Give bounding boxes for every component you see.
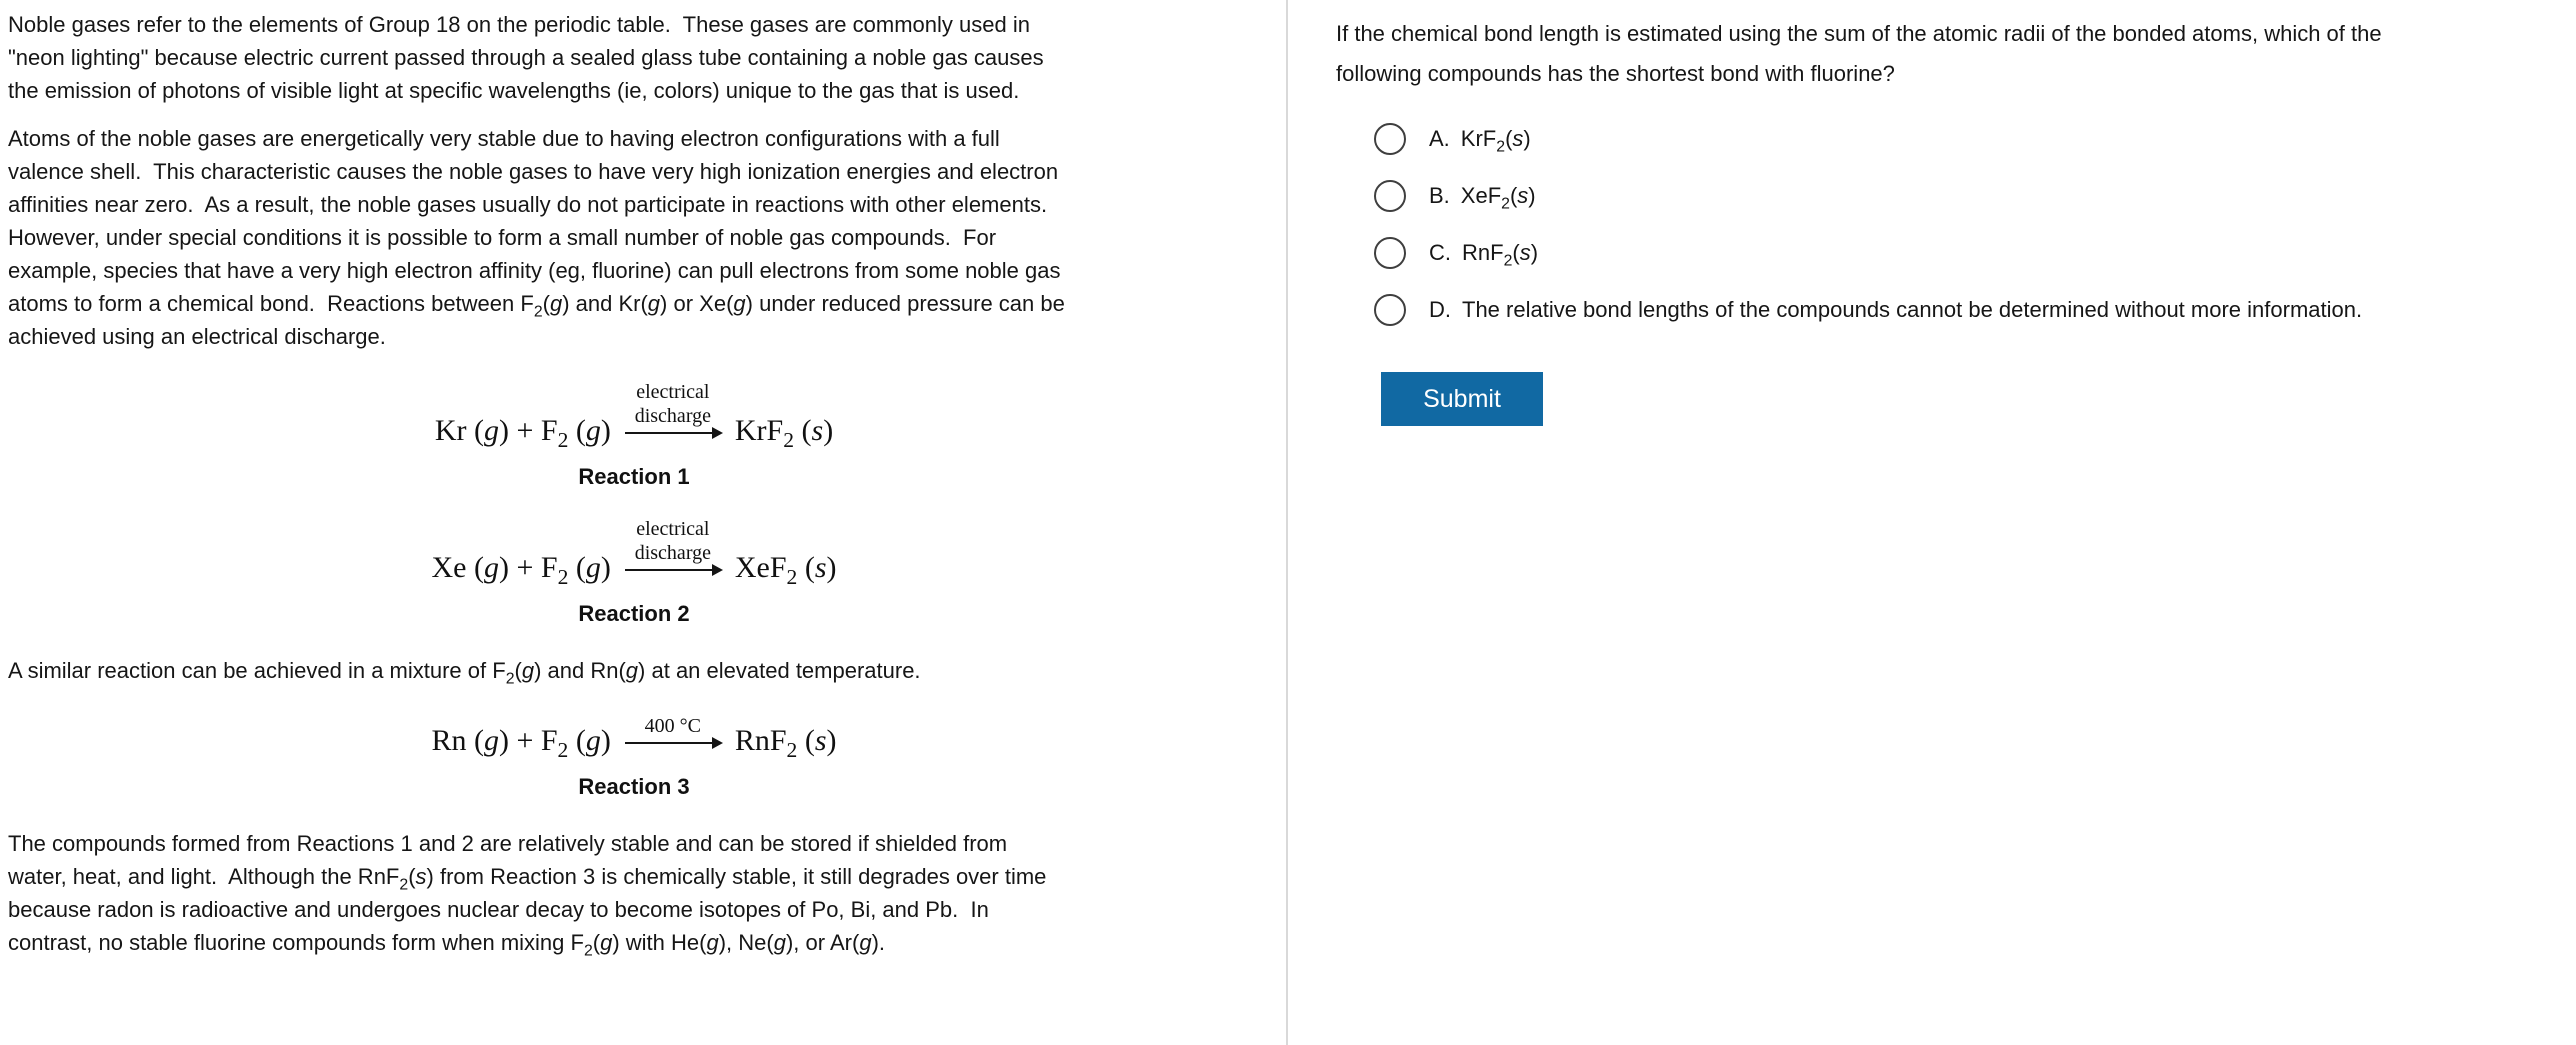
reaction-1-rhs: KrF$_2$ (s) — [734, 414, 834, 452]
passage-paragraph-1: Noble gases refer to the elements of Group 18 on the periodic table. These gases are commonly used in "neon lighting" because electric current passed through a sealed glass tube containing a noble gas causes the emission of photons of visible light at specific wavelengths (ie, colors) unique to the gas that is used. — [8, 12, 1044, 103]
reaction-3-caption: Reaction 3 — [578, 774, 690, 799]
reaction-3-block — [431, 714, 836, 800]
reaction-arrow — [624, 517, 722, 587]
option-c-radio-button[interactable] — [1374, 237, 1406, 269]
reaction-arrow — [624, 380, 722, 450]
passage-panel — [0, 0, 1286, 1045]
option-d-letter: D. — [1429, 297, 1451, 322]
submit-button[interactable]: Submit — [1381, 372, 1543, 426]
right-arrow-icon — [625, 742, 721, 744]
reaction-3-condition: 400 °C — [644, 715, 702, 737]
reaction-2-block — [431, 517, 836, 627]
option-b-radio-button[interactable] — [1374, 180, 1406, 212]
reaction-1-equation — [435, 380, 833, 450]
passage-paragraph-4: The compounds formed from Reactions 1 and 2 are relatively stable and can be stored if shielded from water, heat, and light. Although the RnF$_2$(s) from Reaction 3 is chemically stable, it still degrades over time because radon is radioactive and undergoes nuclear decay to become isotopes of Po, Bi, and Pb. In contrast, no stable fluorine compounds form when mixing $F_2(g)$ with He(g), Ne(g), or Ar(g). — [8, 831, 1047, 960]
reaction-1-block — [435, 380, 833, 490]
reaction-arrow — [624, 714, 722, 760]
reaction-2-rhs: XeF$_2$ (s) — [734, 551, 837, 589]
reaction-1-condition: electrical discharge — [634, 381, 711, 427]
option-d-radio-button[interactable] — [1374, 294, 1406, 326]
answer-option-b[interactable] — [1374, 179, 2558, 212]
option-a-letter: A. — [1429, 126, 1450, 151]
answer-option-d[interactable] — [1374, 293, 2558, 326]
answer-option-c[interactable] — [1374, 236, 2558, 269]
reaction-2-lhs: Xe $(g) + F_2$ (g) — [431, 551, 611, 589]
passage-paragraph-2: Atoms of the noble gases are energetically very stable due to having electron configurations with a full valence shell. This characteristic causes the noble gases to have very high ionization energies and electron affinities near zero. As a result, the noble gases usually do not participate in reactions with other elements. However, under special conditions it is possible to form a small number of noble gas compounds. For example, species that have a very high electron affinity (eg, fluorine) can pull electrons from some noble gas atoms to form a chemical bond. Reactions between $F_2(g)$ and Kr(g) or Xe(g) under reduced pressure can be achieved using an electrical discharge. — [8, 126, 1065, 349]
option-d-text: The relative bond lengths of the compounds cannot be determined without more information. — [1462, 297, 2363, 322]
option-c-text: RnF$_2$(s) — [1462, 240, 1539, 270]
passage-paragraph-3: A similar reaction can be achieved in a mixture of $F_2(g)$ and Rn(g) at an elevated temperature. — [8, 658, 921, 688]
right-arrow-icon — [625, 432, 721, 434]
option-a-radio-button[interactable] — [1374, 123, 1406, 155]
reaction-2-condition: electrical discharge — [634, 518, 711, 564]
reaction-1-lhs: Kr $(g) + F_2$ (g) — [434, 414, 611, 452]
option-a-text: KrF$_2$(s) — [1460, 126, 1531, 156]
question-panel — [1288, 0, 2576, 1045]
reaction-3-equation — [431, 714, 836, 760]
reaction-2-caption: Reaction 2 — [578, 601, 690, 626]
reaction-1-caption: Reaction 1 — [578, 464, 690, 489]
right-arrow-icon — [625, 569, 721, 571]
option-b-letter: B. — [1429, 183, 1450, 208]
option-b-text: XeF$_2$(s) — [1460, 183, 1536, 213]
question-text: If the chemical bond length is estimated using the sum of the atomic radii of the bonded atoms, which of the following compounds has the shortest bond with fluorine? — [1336, 21, 2382, 86]
reaction-3-lhs: Rn $(g) + F_2$ (g) — [431, 724, 611, 762]
reaction-2-equation — [431, 517, 836, 587]
answer-option-a[interactable] — [1374, 122, 2558, 155]
answer-options — [1374, 122, 2558, 326]
reaction-3-rhs: RnF$_2$ (s) — [734, 724, 837, 762]
option-c-letter: C. — [1429, 240, 1451, 265]
